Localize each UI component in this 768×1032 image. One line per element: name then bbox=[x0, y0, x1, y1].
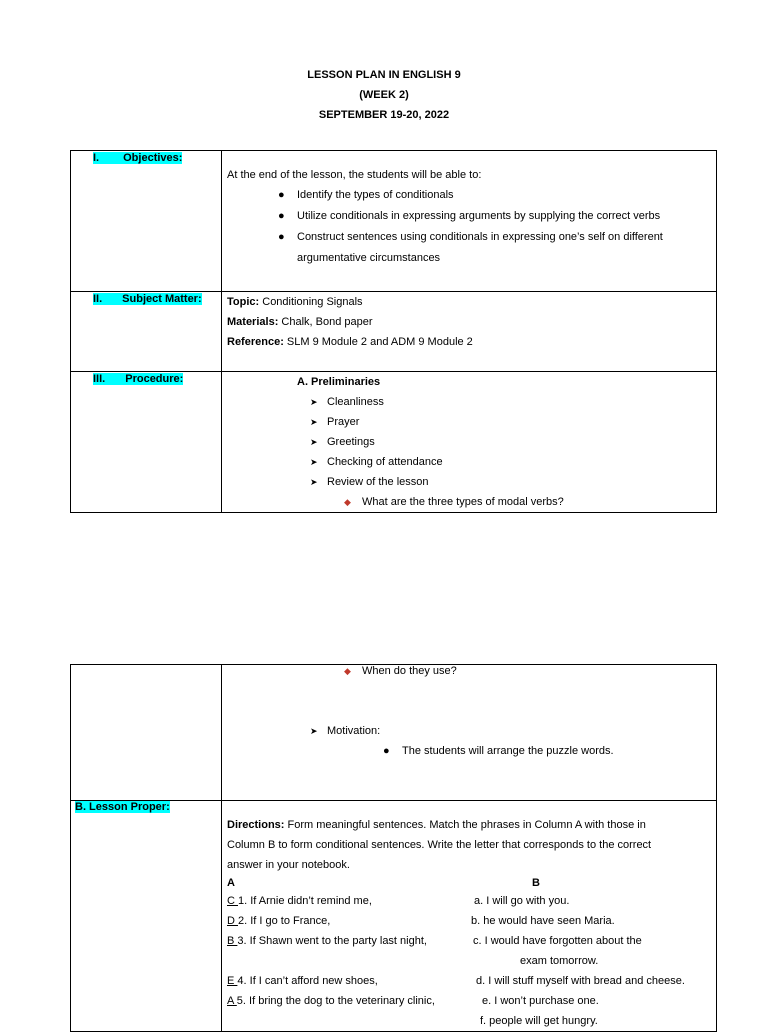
reference-line: Reference: SLM 9 Module 2 and ADM 9 Module 2 bbox=[227, 336, 473, 348]
objectives-label-cell bbox=[71, 151, 222, 292]
review-question: ◆ When do they use? bbox=[344, 665, 457, 677]
subject-matter-label: II. Subject Matter: bbox=[93, 293, 202, 305]
bullet-icon: ● bbox=[278, 231, 285, 243]
list-item: ● Construct sentences using conditionals in expressing one’s self on different bbox=[227, 227, 712, 248]
subject-matter-content-cell bbox=[222, 292, 717, 372]
arrow-bullet-icon: ➤ bbox=[310, 457, 318, 467]
procedure-label: III. Procedure: bbox=[93, 373, 184, 385]
table-row: A 5. If bring the dog to the veterinary clinic, e. I won’t purchase one. bbox=[227, 995, 599, 1007]
directions-line: answer in your notebook. bbox=[227, 859, 350, 871]
directions-line: Directions: Form meaningful sentences. Match the phrases in Column A with those in bbox=[227, 819, 646, 831]
list-item: ➤ Checking of attendance bbox=[222, 452, 716, 472]
topic-line: Topic: Conditioning Signals bbox=[227, 296, 363, 308]
list-item: ● The students will arrange the puzzle words. bbox=[222, 741, 716, 762]
procedure-continued-row bbox=[71, 665, 717, 801]
diamond-bullet-icon: ◆ bbox=[344, 666, 351, 676]
table-row: f. people will get hungry. bbox=[480, 1015, 598, 1027]
procedure-row bbox=[71, 372, 717, 513]
bullet-icon: ● bbox=[278, 210, 285, 222]
doc-title: LESSON PLAN IN ENGLISH 9 bbox=[307, 69, 461, 81]
bullet-icon: ● bbox=[383, 745, 390, 757]
directions-line: Column B to form conditional sentences. Write the letter that corresponds to the correct bbox=[227, 839, 652, 851]
lesson-proper-label: B. Lesson Proper: bbox=[75, 801, 170, 813]
objectives-content-cell bbox=[222, 151, 717, 292]
motivation-item: ➤ Motivation: bbox=[222, 721, 716, 741]
doc-date: SEPTEMBER 19-20, 2022 bbox=[318, 109, 450, 121]
table-row: D 2. If I go to France, b. he would have seen Maria. bbox=[227, 915, 615, 927]
subject-matter-row bbox=[71, 292, 717, 372]
objectives-intro: At the end of the lesson, the students will be able to: bbox=[227, 169, 482, 181]
lesson-proper-content-cell bbox=[222, 801, 717, 1032]
procedure-continued-content-cell bbox=[222, 665, 717, 801]
table-row: C 1. If Arnie didn’t remind me, a. I will go with you. bbox=[227, 895, 570, 907]
procedure-continued-label-cell bbox=[71, 665, 222, 801]
procedure-content-cell bbox=[222, 372, 717, 513]
list-item: ➤ Greetings bbox=[222, 432, 716, 452]
lesson-plan-table-2 bbox=[70, 664, 717, 1032]
list-item: ● Utilize conditionals in expressing arguments by supplying the correct verbs bbox=[227, 206, 712, 227]
lesson-proper-label-cell bbox=[71, 801, 222, 1032]
column-b-header: B bbox=[532, 877, 540, 889]
diamond-bullet-icon: ◆ bbox=[344, 497, 351, 507]
arrow-bullet-icon: ➤ bbox=[310, 417, 318, 427]
arrow-bullet-icon: ➤ bbox=[310, 726, 318, 736]
materials-line: Materials: Chalk, Bond paper bbox=[227, 316, 373, 328]
objectives-row bbox=[71, 151, 717, 292]
column-a-header: A bbox=[227, 877, 235, 889]
list-item: ➤ Cleanliness bbox=[222, 392, 716, 412]
table-row: E 4. If I can’t afford new shoes, d. I will stuff myself with bread and cheese. bbox=[227, 975, 685, 987]
arrow-bullet-icon: ➤ bbox=[310, 397, 318, 407]
preliminaries-heading: A. Preliminaries bbox=[297, 376, 381, 388]
table-row: B 3. If Shawn went to the party last night, c. I would have forgotten about the bbox=[227, 935, 642, 947]
arrow-bullet-icon: ➤ bbox=[310, 437, 318, 447]
table-row: exam tomorrow. bbox=[520, 955, 599, 967]
review-question: ◆ What are the three types of modal verbs? bbox=[222, 492, 716, 512]
column-headers bbox=[222, 875, 716, 891]
objectives-label: I. Objectives: bbox=[93, 152, 183, 164]
subject-matter-label-cell bbox=[71, 292, 222, 372]
bullet-icon: ● bbox=[278, 189, 285, 201]
doc-week: (WEEK 2) bbox=[359, 89, 409, 101]
lesson-proper-row bbox=[71, 801, 717, 1032]
lesson-plan-table-1 bbox=[70, 150, 717, 513]
list-item: ➤ Prayer bbox=[222, 412, 716, 432]
procedure-label-cell bbox=[71, 372, 222, 513]
list-item-continuation: argumentative circumstances bbox=[297, 252, 441, 264]
list-item: ● Identify the types of conditionals bbox=[227, 185, 712, 206]
list-item: ➤ Review of the lesson bbox=[222, 472, 716, 492]
arrow-bullet-icon: ➤ bbox=[310, 477, 318, 487]
